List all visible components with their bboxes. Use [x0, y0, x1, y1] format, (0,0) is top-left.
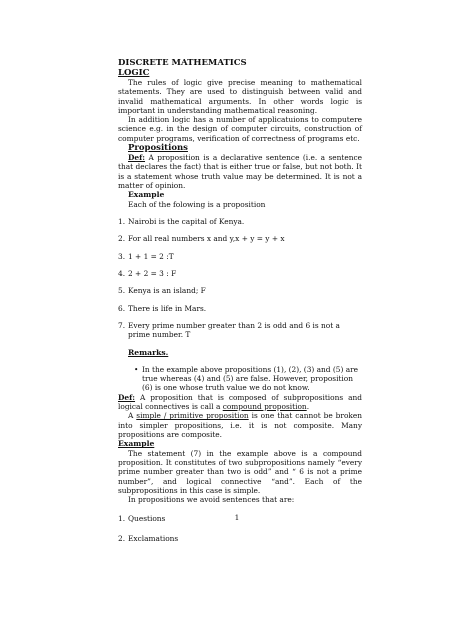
example-intro: Each of the folowing is a proposition	[128, 199, 266, 209]
example-heading: Example	[128, 190, 165, 200]
section-heading: LOGIC	[118, 68, 150, 78]
def-label: Def:	[118, 392, 136, 402]
bullet-icon: •	[134, 364, 139, 374]
compound-term: compound proposition	[222, 401, 307, 411]
remarks-heading: Remarks.	[128, 348, 169, 358]
simple-proposition-paragraph: A simple / primitive proposition is one that cannot be broken into simpler propositions, i.e. it is not composite. Many propositions are composite.	[118, 411, 363, 439]
propositions-heading: Propositions	[128, 143, 188, 154]
definition-compound: Def: A proposition that is composed of subpropositions and logical connectives is call a compound proposition.	[118, 392, 362, 411]
list-item: 1. Questions	[118, 514, 166, 524]
def-text: A proposition is a declarative sentence (i.e. a sentence that declares the fact) that is either true or false, but not both. It is a statement whose truth value may be determined. It is not a matter of opinion.	[118, 153, 362, 190]
example-2-text: The statement (7) in the example above is a compound proposition. It constitutes of two subpropositions namely “every prime number greater than two is odd” and “ 6 is not a prime number”, and logical connective “and”. Each of the subpropositions in this case is simple.	[118, 448, 362, 495]
simple-term: simple / primitive proposition	[136, 411, 249, 421]
list-item: 1. Nairobi is the capital of Kenya.	[118, 217, 245, 227]
list-item: 3. 1 + 1 = 2 :T	[118, 251, 174, 261]
list-item: 5. Kenya is an island; F	[118, 286, 206, 296]
list-item: 7. Every prime number greater than 2 is odd and 6 is not a prime number. T	[118, 320, 340, 340]
definition-proposition	[118, 153, 362, 190]
remark-text: In the example above propositions (1), (2), (3) and (5) are true whereas (4) and (5) are false. However, proposition (6) is one whose truth value we do not know.	[142, 364, 359, 393]
list-item: 2. Exclamations	[118, 533, 179, 543]
page-content	[118, 58, 362, 543]
intro-paragraph-2: In addition logic has a number of applicatuions to computere science e.g. in the design of computer circuits, construction of computer programs, verification of correctness of programs etc.	[118, 115, 362, 143]
avoid-intro: In propositions we avoid sentences that are:	[128, 495, 295, 505]
intro-paragraph-1: The rules of logic give precise meaning to mathematical statements. They are used to distinguish between valid and invalid mathematical arguments. In other words logic is important in understanding mathematical reasoning.	[118, 78, 362, 115]
example-heading-2: Example	[118, 439, 155, 449]
remarks-list	[118, 365, 362, 393]
proposition-list	[118, 217, 362, 339]
list-item: 2. For all real numbers x and y,x + y = y + x	[118, 234, 285, 244]
document-title: DISCRETE MATHEMATICS	[118, 58, 247, 68]
def-label: Def:	[128, 153, 146, 163]
list-item	[134, 365, 362, 393]
list-item: 6. There is life in Mars.	[118, 303, 207, 313]
list-item: 4. 2 + 2 = 3 : F	[118, 268, 177, 278]
page-number: 1	[234, 513, 240, 522]
